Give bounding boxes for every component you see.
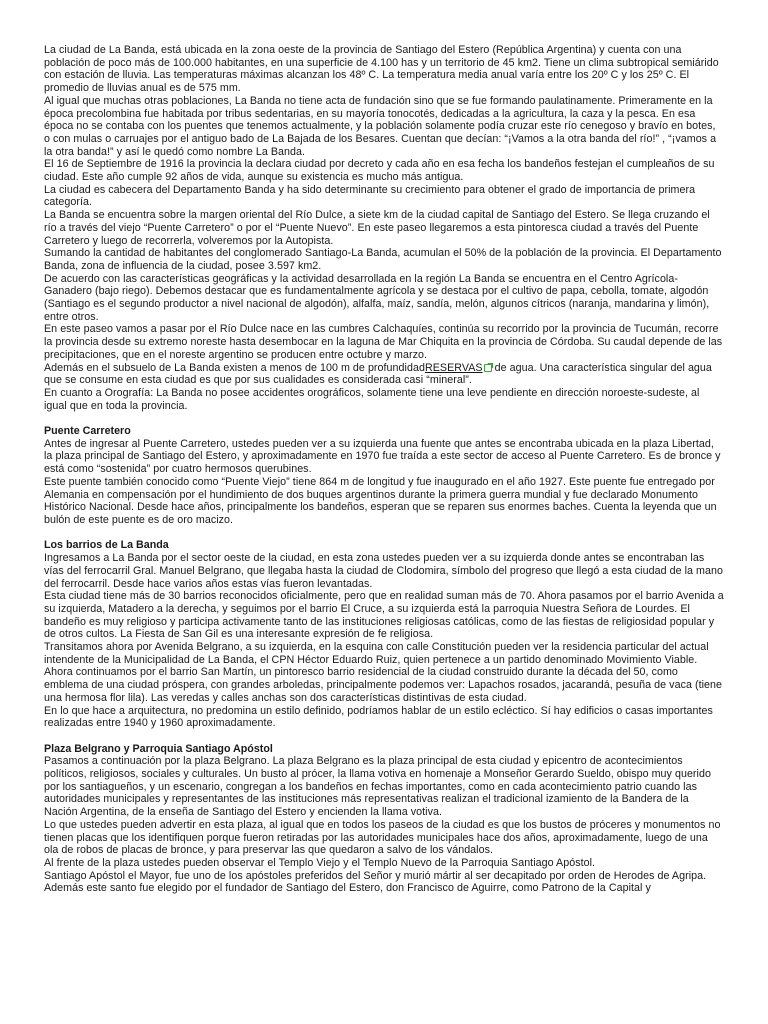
paragraph: En lo que hace a arquitectura, no predomina un estilo definido, podríamos hablar de un estilo ecléctico. Sí hay edificios o casas importantes realizadas entre 1940 y 1960 aproximadamente. xyxy=(44,704,713,730)
paragraph: En cuanto a Orografía: La Banda no posee accidentes orográficos, solamente tiene una leve pendiente en dirección noroeste-sudeste, al igual que en toda la provincia. xyxy=(44,386,700,412)
paragraph: La ciudad de La Banda, está ubicada en la zona oeste de la provincia de Santiago del Estero (República Argentina) y cuenta con una población de poco más de 100.000 habitantes, en una superficie de 4.100 has y un territorio de 45 km2. Tiene un clima subtropical semiárido con estación de lluvia. Las temperaturas máximas alcanzan los 48º C. La temperatura media anual varía entre los 20º C y los 25º C. El promedio de lluvias anual es de 575 mm. xyxy=(44,44,719,95)
paragraph: Esta ciudad tiene más de 30 barrios reconocidos oficialmente, pero que en realidad suman más de 70. Ahora pasamos por el barrio Avenida a su izquierda, Matadero a la derecha, y seguimos por el barrio El Cruce, a su izquierda está la parroquia Nuestra Señora de Lourdes. El bandeño es muy religioso y participa activamente tanto de las instituciones religiosas católicas, como de las fiestas de religiosidad popular y de otros cultos. La Fiesta de San Gil es una interesante expresión de fe religiosa. xyxy=(44,590,724,641)
section-heading: Plaza Belgrano y Parroquia Santiago Apóstol xyxy=(44,742,273,755)
paragraph-text: Además en el subsuelo de La Banda existen a menos de 100 m de profundidad xyxy=(44,361,425,374)
paragraph: Antes de ingresar al Puente Carretero, ustedes pueden ver a su izquierda una fuente que antes se encontraba ubicada en la plaza Libertad, la plaza principal de Santiago del Estero, y aproximadamente en 1970 fue traída a este sector de acceso al Puente Carretero. Es de bronce y está como “sostenida” por cuatro hermosos querubines. xyxy=(44,437,721,476)
paragraph: Al frente de la plaza ustedes pueden observar el Templo Viejo y el Templo Nuevo de la Parroquia Santiago Apóstol. xyxy=(44,856,596,869)
section-barrios xyxy=(44,539,724,730)
paragraph: Al igual que muchas otras poblaciones, La Banda no tiene acta de fundación sino que se fue formando paulatinamente. Primeramente en la época precolombina fue habitada por tribus sedentarias, en su mayoría tonocotés, dedicadas a la agricultura, la caza y la pesca. En esa época no se contaba con los puentes que tenemos actualmente, y la población solamente podía cruzar este río cenegoso y bravío en botes, o con mulas o carruajes por el antiguo bado de La Bajada de los Besares. Cuentan que decían: “¡Vamos a la otra banda del río!” , “¡vamos a la otra banda!” y así le quedó como nombre La Banda. xyxy=(44,94,717,158)
section-heading: Puente Carretero xyxy=(44,425,131,438)
section-heading: Los barrios de La Banda xyxy=(44,539,169,552)
section-plaza-belgrano xyxy=(44,743,724,895)
paragraph: En este paseo vamos a pasar por el Río Dulce nace en las cumbres Calchaquíes, continúa su recorrido por la provincia de Tucumán, recorre la provincia desde su extremo noreste hasta desembocar en la laguna de Mar Chiquita en la provincia de Córdoba. Su caudal depende de las precipitaciones, que en el noreste argentino se producen entre octubre y marzo. xyxy=(44,323,723,361)
paragraph: Ahora continuamos por el barrio San Martín, un pintoresco barrio residencial de la ciudad construido durante la década del 50, como emblema de una ciudad próspera, con grandes arboledas, principalmente podemos ver: Lapachos rosados, jacarandá, pesuña de vaca (tiene una hermosa flor lila). Las veredas y calles anchas son dos características distintivas de esta ciudad. xyxy=(44,666,723,704)
paragraph: Lo que ustedes pueden advertir en esta plaza, al igual que en todos los paseos de la ciudad es que los bustos de próceres y monumentos no tienen placas que los identifiquen porque fueron retiradas por las autoridades municipales hace dos años, aproximadamente, luego de una ola de robos de placas de bronce, y para preservar las que quedaron a salvo de los vándalos. xyxy=(44,818,721,857)
paragraph: De acuerdo con las características geográficas y la actividad desarrollada en la región La Banda se encuentra en el Centro Agrícola-Ganadero (bajo riego). Debemos destacar que es fundamentalmente agrícola y se destaca por el cultivo de papa, cebolla, tomate, algodón (Santiago es el segundo productor a nivel nacional de algodón), alfalfa, maíz, sandía, melón, algunos cítricos (naranja, mandarina y limón), entre otros. xyxy=(44,272,710,323)
paragraph xyxy=(44,362,724,387)
paragraph: Este puente también conocido como “Puente Viejo” tiene 864 m de longitud y fue inaugurado en el año 1927. Este puente fue entregado por Alemania en compensación por el hundimiento de dos buques argentinos durante la primera guerra mundial y fue declarado Monumento Histórico Nacional. Desde hace años, principalmente los bandeños, esperan que se reparen sus enormes baches. Cuenta la leyenda que un bulón de este puente es de oro macizo. xyxy=(44,475,717,526)
paragraph: Pasamos a continuación por la plaza Belgrano. La plaza Belgrano es la plaza principal de esta ciudad y epicentro de acontecimientos políticos, religiosos, sociales y culturales. Un busto al prócer, la llama votiva en homenaje a Monseñor Gerardo Sueldo, obispo muy querido por los santiagueños, y un escenario, congregan a los bandeños en fechas importantes, como en cada acontecimiento patrio cuando las autoridades municipales y representantes de las instituciones más representativas realizan el tradicional izamiento de la Bandera de la Nación Argentina, de la enseña de Santiago del Estero y encienden la llama votiva. xyxy=(44,755,711,819)
paragraph: Ingresamos a La Banda por el sector oeste de la ciudad, en esta zona ustedes pueden ver a su izquierda donde antes se encontraban las vías del ferrocarril Gral. Manuel Belgrano, que llegaba hasta la ciudad de Clodomira, símbolo del progreso que llegó a esta ciudad de la mano del ferrocarril. Desde hace varios años estas vías fueron levantadas. xyxy=(44,552,723,590)
paragraph-text: de agua. Una característica singular del agua que se consume en esta ciudad es que por sus cualidades es considerada casi “mineral”. xyxy=(44,361,712,387)
paragraph: El 16 de Septiembre de 1916 la provincia la declara ciudad por decreto y cada año en esa fecha los bandeños festejan el cumpleaños de su ciudad. Este año cumple 92 años de vida, aunque su existencia es mucho más antigua. xyxy=(44,158,715,184)
paragraph: Santiago Apóstol el Mayor, fue uno de los apóstoles preferidos del Señor y murió mártir al ser decapitado por orden de Herodes de Agripa. Además este santo fue elegido por el fundador de Santiago del Estero, don Francisco de Aguirre, como Patrono de la Capital y xyxy=(44,869,707,895)
paragraph: La Banda se encuentra sobre la margen oriental del Río Dulce, a siete km de la ciudad capital de Santiago del Estero. Se llega cruzando el río a través del viejo “Puente Carretero” o por el “Puente Nuevo”. En este paseo llegaremos a esta pintoresca ciudad a través del Puente Carretero y luego de recorrerla, volveremos por la Autopista. xyxy=(44,209,710,247)
reservas-link[interactable]: RESERVAS xyxy=(424,361,483,374)
intro-section xyxy=(44,44,724,412)
paragraph: Transitamos ahora por Avenida Belgrano, a su izquierda, en la esquina con calle Constitución pueden ver la residencia particular del actual intendente de la Municipalidad de La Banda, el CPN Héctor Eduardo Ruiz, quien pertenece a un partido denominado Movimiento Viable. xyxy=(44,641,709,666)
section-puente-carretero xyxy=(44,425,724,527)
paragraph: La ciudad es cabecera del Departamento Banda y ha sido determinante su crecimiento para obtener el grado de importancia de primera categoría. xyxy=(44,183,696,209)
paragraph: Sumando la cantidad de habitantes del conglomerado Santiago-La Banda, acumulan el 50% de la población de la provincia. El Departamento Banda, zona de influencia de la ciudad, posee 3.597 km2. xyxy=(44,247,722,272)
external-link-icon xyxy=(484,364,492,372)
